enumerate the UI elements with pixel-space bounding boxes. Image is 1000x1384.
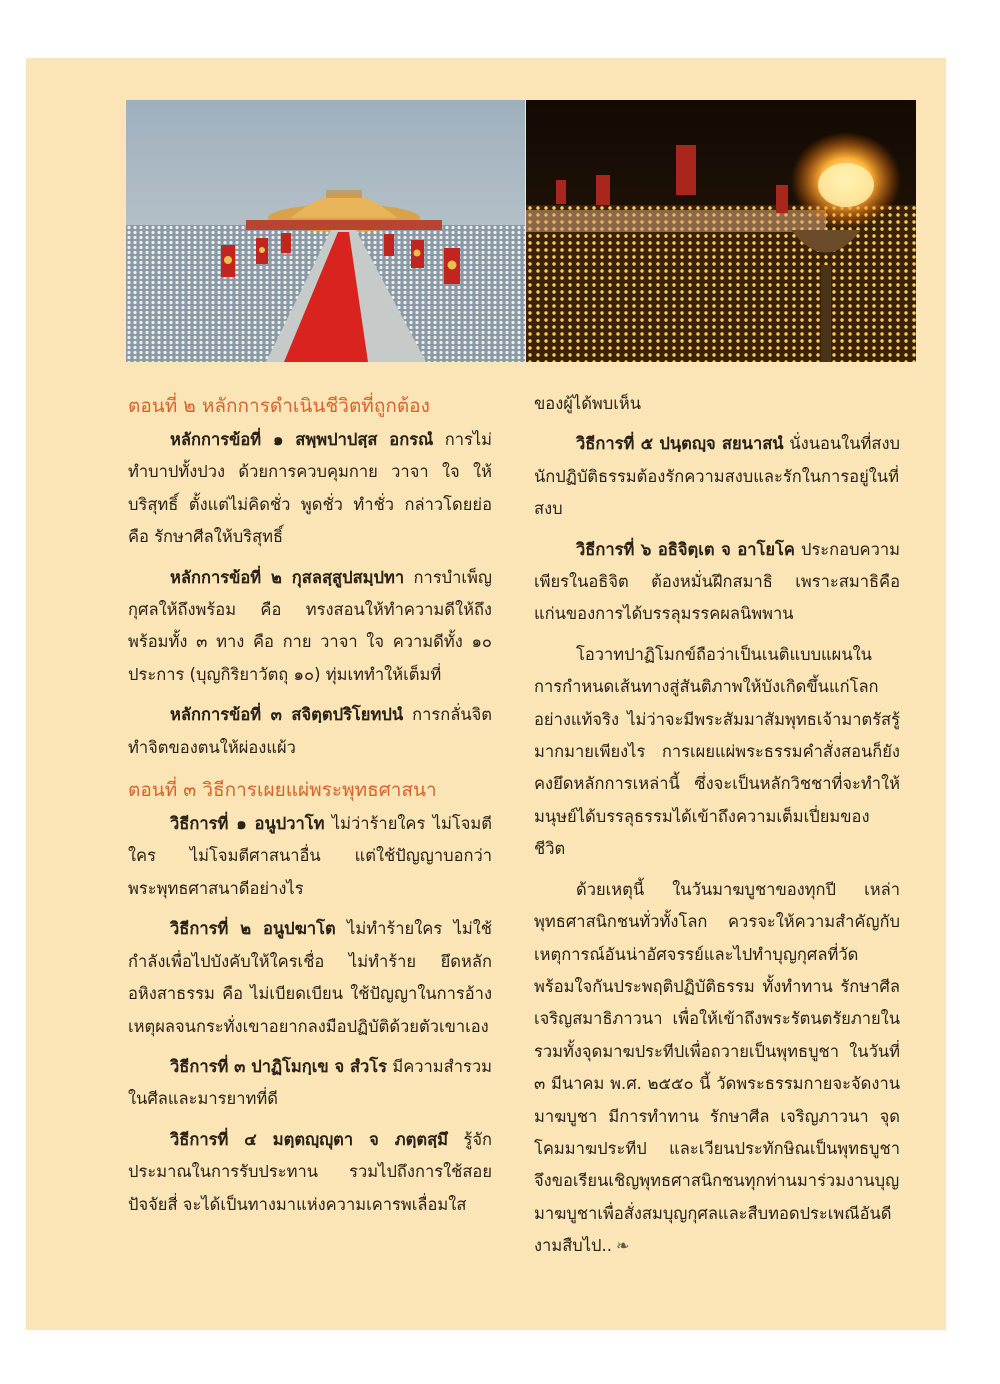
method-6-heading: วิธีการที่ ๖ อธิจิตฺเต จ อาโยโค: [576, 539, 795, 559]
page-background: [26, 58, 946, 1330]
right-column: [534, 388, 900, 1271]
method-5-heading: วิธีการที่ ๕ ปนฺตญฺจ สยนาสนํ: [576, 434, 784, 454]
magha-puja-text: ด้วยเหตุนี้ ในวันมาฆบูชาของทุกปี เหล่าพุทธศาสนิกชนทั่วทั้งโลก ควรจะให้ความสำคัญกับเหตุการณ์อันน่าอัศจรรย์และไปทำบุญกุศลที่วัดพร้อมใจกันประพฤติปฏิบัติธรรม ทั้งทำทาน รักษาศีล เจริญสมาธิภาวนา เพื่อให้เข้าถึงพระรัตนตรัยภายในรวมทั้งจุดมาฆประทีปเพื่อถวายเป็นพุทธบูชา ในวันที่ ๓ มีนาคม พ.ศ. ๒๕๕๐ นี้ วัดพระธรรมกายจะจัดงานมาฆบูชา มีการทำทาน รักษาศีล เจริญภาวนา จุดโคมมาฆประทีป และเวียนประทักษิณเป็นพุทธบูชา จึงขอเรียนเชิญพุทธศาสนิกชนทุกท่านมาร่วมงานบุญมาฆบูชาเพื่อสั่งสมบุญกุศลและสืบทอดประเพณีอันดีงามสืบไป..: [534, 879, 900, 1256]
method-2-heading: วิธีการที่ ๒ อนูปฆาโต: [170, 919, 336, 939]
method-1-text: ไม่ว่าร้ายใคร ไม่โจมตีใคร ไม่โจมตีศาสนาอื่น แต่ใช้ปัญญาบอกว่าพระพุทธศาสนาดีอย่างไร: [128, 814, 492, 898]
principle-3-text: การกลั่นจิตทำจิตของตนให้ผ่องแผ้ว: [128, 705, 492, 757]
principle-1-paragraph: [128, 424, 492, 554]
method-6-text: ประกอบความเพียรในอธิจิต ต้องหมั่นฝึกสมาธิ เพราะสมาธิคือ แก่นของการได้บรรลุมรรคผลนิพพาน: [534, 539, 900, 624]
ovada-patimokkha-paragraph: โอวาทปาฏิโมกข์ถือว่าเป็นเนติแบบแผนในการกำหนดเส้นทางสู่สันติภาพให้บังเกิดขึ้นแก่โลกอย่างแท้จริง ไม่ว่าจะมีพระสัมมาสัมพุทธเจ้ามาตรัสรู้มากมายเพียงไร การเผยแผ่พระธรรมคำสั่งสอนก็ยังคงยึดหลักการเหล่านี้ ซึ่งจะเป็นหลักวิชชาที่จะทำให้มนุษย์ได้บรรลุธรรมได้เข้าถึงความเต็มเปี่ยมของชีวิต: [534, 644, 900, 859]
method-1-paragraph: [128, 808, 492, 905]
leaf-end-mark-icon: ❧: [616, 1236, 630, 1256]
temple-ceremony-illustration: [126, 100, 525, 362]
method-4-paragraph: [128, 1124, 492, 1221]
principle-1-heading: หลักการข้อที่ ๑ สพฺพปาปสฺส อกรณํ: [170, 430, 434, 449]
candle-ceremony-photo: [526, 100, 916, 362]
principle-2-text: การบำเพ็ญกุศลให้ถึงพร้อม คือ ทรงสอนให้ทำความดีให้ถึงพร้อมทั้ง ๓ ทาง คือ กาย วาจา ใจ ความดีทั้ง ๑๐ ประการ (บุญกิริยาวัตถุ ๑๐) ทุ่มเททำให้เต็มที่: [128, 567, 492, 684]
candle-ceremony-illustration: [526, 100, 916, 362]
section-3-title: ตอนที่ ๓ วิธีการเผยแผ่พระพุทธศาสนา: [128, 779, 437, 802]
method-4-heading: วิธีการที่ ๔ มตฺตญฺญุตา จ ภตฺตสฺมึ: [170, 1129, 449, 1149]
method-2-text: ไม่ทำร้ายใคร ไม่ใช้กำลังเพื่อไปบังคับให้ใครเชื่อ ไม่ทำร้าย ยึดหลักอหิงสาธรรม คือ ไม่เบียดเบียน ใช้ปัญญาในการอ้างเหตุผลจนกระทั่งเขาอยากลงมือปฏิบัติด้วยตัวเขาเอง: [128, 919, 492, 1036]
method-2-paragraph: [128, 913, 492, 1043]
method-3-paragraph: [128, 1051, 492, 1116]
principle-3-heading: หลักการข้อที่ ๓ สจิตฺตปริโยทปนํ: [170, 705, 404, 725]
principle-2-paragraph: [128, 562, 492, 692]
method-5-paragraph: [534, 428, 900, 525]
temple-ceremony-photo: [126, 100, 525, 362]
section-2-title: ตอนที่ ๒ หลักการดำเนินชีวิตที่ถูกต้อง: [128, 395, 430, 417]
principle-3-paragraph: [128, 699, 492, 764]
method-1-heading: วิธีการที่ ๑ อนูปวาโท: [170, 814, 325, 834]
method-6-paragraph: [534, 534, 900, 631]
method-3-heading: วิธีการที่ ๓ ปาฏิโมกฺเข จ สํวโร: [170, 1056, 388, 1076]
left-column: [128, 388, 492, 1229]
magha-puja-paragraph: [534, 874, 900, 1263]
method-5-text: นั่งนอนในที่สงบ นักปฏิบัติธรรมต้องรักความสงบและรักในการอยู่ในที่สงบ: [534, 434, 900, 519]
method-4-text: รู้จักประมาณในการรับประทาน รวมไปถึงการใช้สอยปัจจัยสี่ จะได้เป็นทางมาแห่งความเคารพเลื่อมใส: [128, 1129, 493, 1214]
photo-strip: [126, 100, 916, 362]
principle-1-text: การไม่ทำบาปทั้งปวง ด้วยการควบคุมกาย วาจา ใจ ให้บริสุทธิ์ ตั้งแต่ไม่คิดชั่ว พูดชั่ว ทำชั่ว กล่าวโดยย่อ คือ รักษาศีลให้บริสุทธิ์: [128, 430, 492, 547]
continued-paragraph: ของผู้ได้พบเห็น: [534, 394, 642, 413]
method-3-text: มีความสำรวมในศีลและมารยาทที่ดี: [128, 1056, 492, 1109]
principle-2-heading: หลักการข้อที่ ๒ กุสลสฺสูปสมฺปทา: [170, 567, 405, 587]
